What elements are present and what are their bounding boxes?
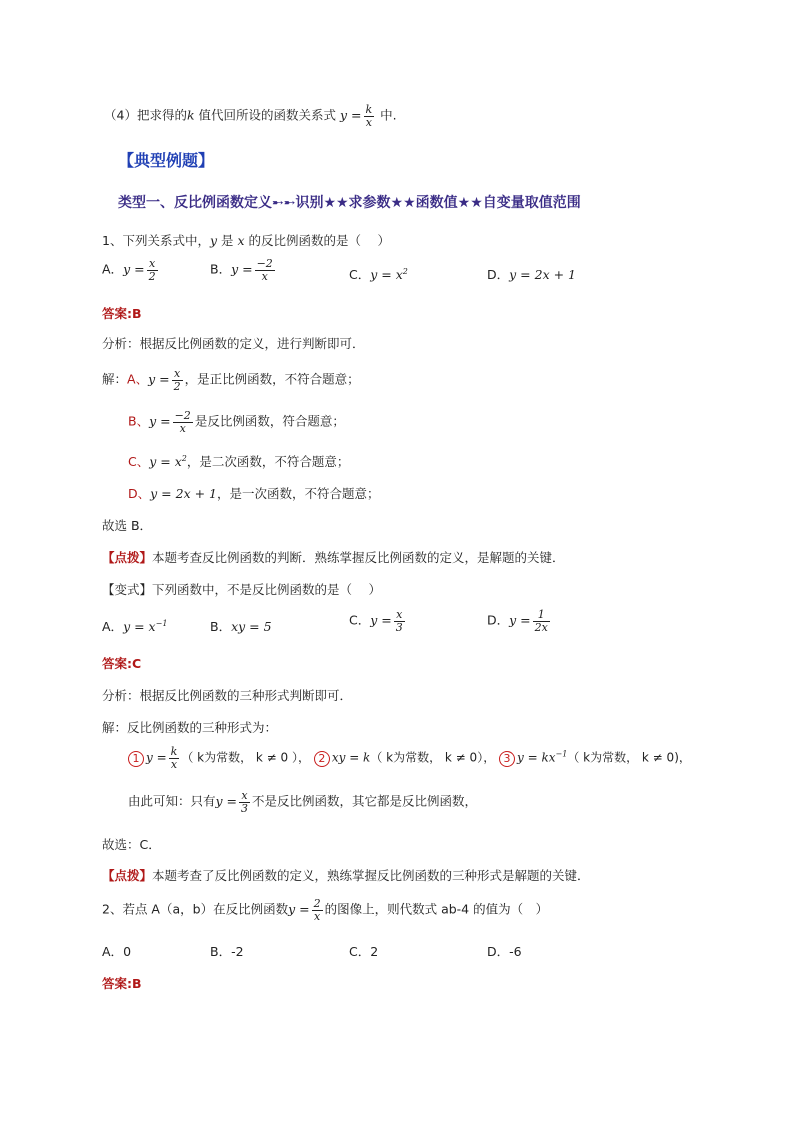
q2-option-a: A．0 (102, 944, 132, 959)
step4-fraction: $\frac{k}{x}$ (365, 103, 373, 129)
variant-answer: 答案:C (102, 656, 142, 671)
q1-option-c: C．$y = x^2$ (349, 266, 408, 282)
circled-number-2: 2 (314, 751, 330, 767)
variant-option-b: B．xy = 5 (210, 619, 272, 634)
q1-tip-label: 【点拨】 (102, 550, 153, 565)
variant-stem (102, 580, 381, 598)
variant-tip (102, 866, 590, 884)
variant-analysis: 分析：根据反比例函数的三种形式判断即可． (102, 688, 353, 703)
step4-prefix: （4）把求得的 (104, 107, 187, 123)
q1-solution-a: 解：A、y = $\frac{x}{2}$ ，是正比例函数，不符合题意； (102, 367, 360, 393)
variant-choice: 故选：C． (102, 837, 161, 852)
variant-stem-text: 下列函数中，不是反比例函数的是（ ） (152, 582, 381, 597)
q2-option-c: C．2 (349, 944, 379, 959)
variant-tip-label: 【点拨】 (102, 868, 153, 883)
step4-k: k (186, 107, 195, 123)
q2-option-d: D．-6 (487, 944, 522, 959)
q1-option-a: A．y = $\frac{x}{2}$ (102, 257, 156, 283)
q1-tip (102, 548, 565, 566)
q1-solution-b: B、y = $\frac{-2}{x}$ 是反比例函数，符合题意； (128, 409, 345, 435)
step4-suffix: 中. (376, 107, 397, 123)
variant-solution-intro: 解：反比例函数的三种形式为： (102, 720, 278, 735)
type-title: 类型一、反比例函数定义➸➸识别★★求参数★★函数值★★自变量取值范围 (118, 195, 581, 211)
q1-stem-prefix: 1、下列关系式中， (102, 233, 210, 248)
q1-analysis: 分析：根据反比例函数的定义，进行判断即可． (102, 336, 365, 351)
step4-middle: 值代回所设的函数关系式 (194, 107, 340, 123)
circled-number-1: 1 (128, 751, 144, 767)
step4-line (104, 104, 397, 128)
variant-option-a: A．$y = x^{-1}$ (102, 618, 168, 634)
variant-forms: 1 y = $\frac{k}{x}$ （ k为常数， k ≠ 0 ）， 2 xy = k（ k为常数， k ≠ 0）， 3 $y = kx^{-1}$（ k为常数， k ≠ 0)， (128, 746, 691, 770)
q2-answer: 答案:B (102, 976, 142, 991)
q1-y: y (209, 233, 218, 248)
section-title: 【典型例题】 (118, 151, 215, 170)
q1-option-b: B．y = $\frac{-2}{x}$ (210, 257, 273, 283)
q1-option-a-fraction: $\frac{x}{2}$ (148, 257, 156, 283)
variant-label: 【变式】 (102, 582, 153, 597)
q1-option-d: D．y = 2x + 1 (487, 267, 576, 282)
q1-solution-d: D、y = 2x + 1，是一次函数，不符合题意； (128, 486, 380, 501)
q1-stem-suffix: 的反比例函数的是（ ） (244, 233, 390, 248)
q1-stem-mid: 是 (217, 233, 238, 248)
step4-y-eq: y = (340, 107, 362, 123)
q1-tip-text: 本题考查反比例函数的判断．熟练掌握反比例函数的定义，是解题的关键． (152, 550, 565, 565)
q2-stem: 2、若点 A（a，b）在反比例函数y = $\frac{2}{x}$ 的图像上，则代数式 ab-4 的值为（ ） (102, 897, 549, 923)
q1-choice: 故选 B． (102, 518, 153, 533)
q1-solution-c: C、$y = x^2$，是二次函数，不符合题意； (128, 453, 350, 469)
variant-option-d: D．y = $\frac{1}{2x}$ (487, 608, 548, 634)
q2-option-b: B．-2 (210, 944, 244, 959)
circled-number-3: 3 (499, 751, 515, 767)
q1-option-b-fraction: $\frac{-2}{x}$ (256, 257, 273, 283)
variant-tip-text: 本题考查了反比例函数的定义，熟练掌握反比例函数的三种形式是解题的关键． (152, 868, 590, 883)
q1-x: x (237, 233, 245, 248)
q1-answer: 答案:B (102, 306, 142, 321)
q1-stem (102, 231, 390, 249)
variant-conclusion: 由此可知：只有y = $\frac{x}{3}$ 不是反比例函数，其它都是反比例函数， (128, 789, 478, 815)
variant-option-c: C．y = $\frac{x}{3}$ (349, 608, 403, 634)
